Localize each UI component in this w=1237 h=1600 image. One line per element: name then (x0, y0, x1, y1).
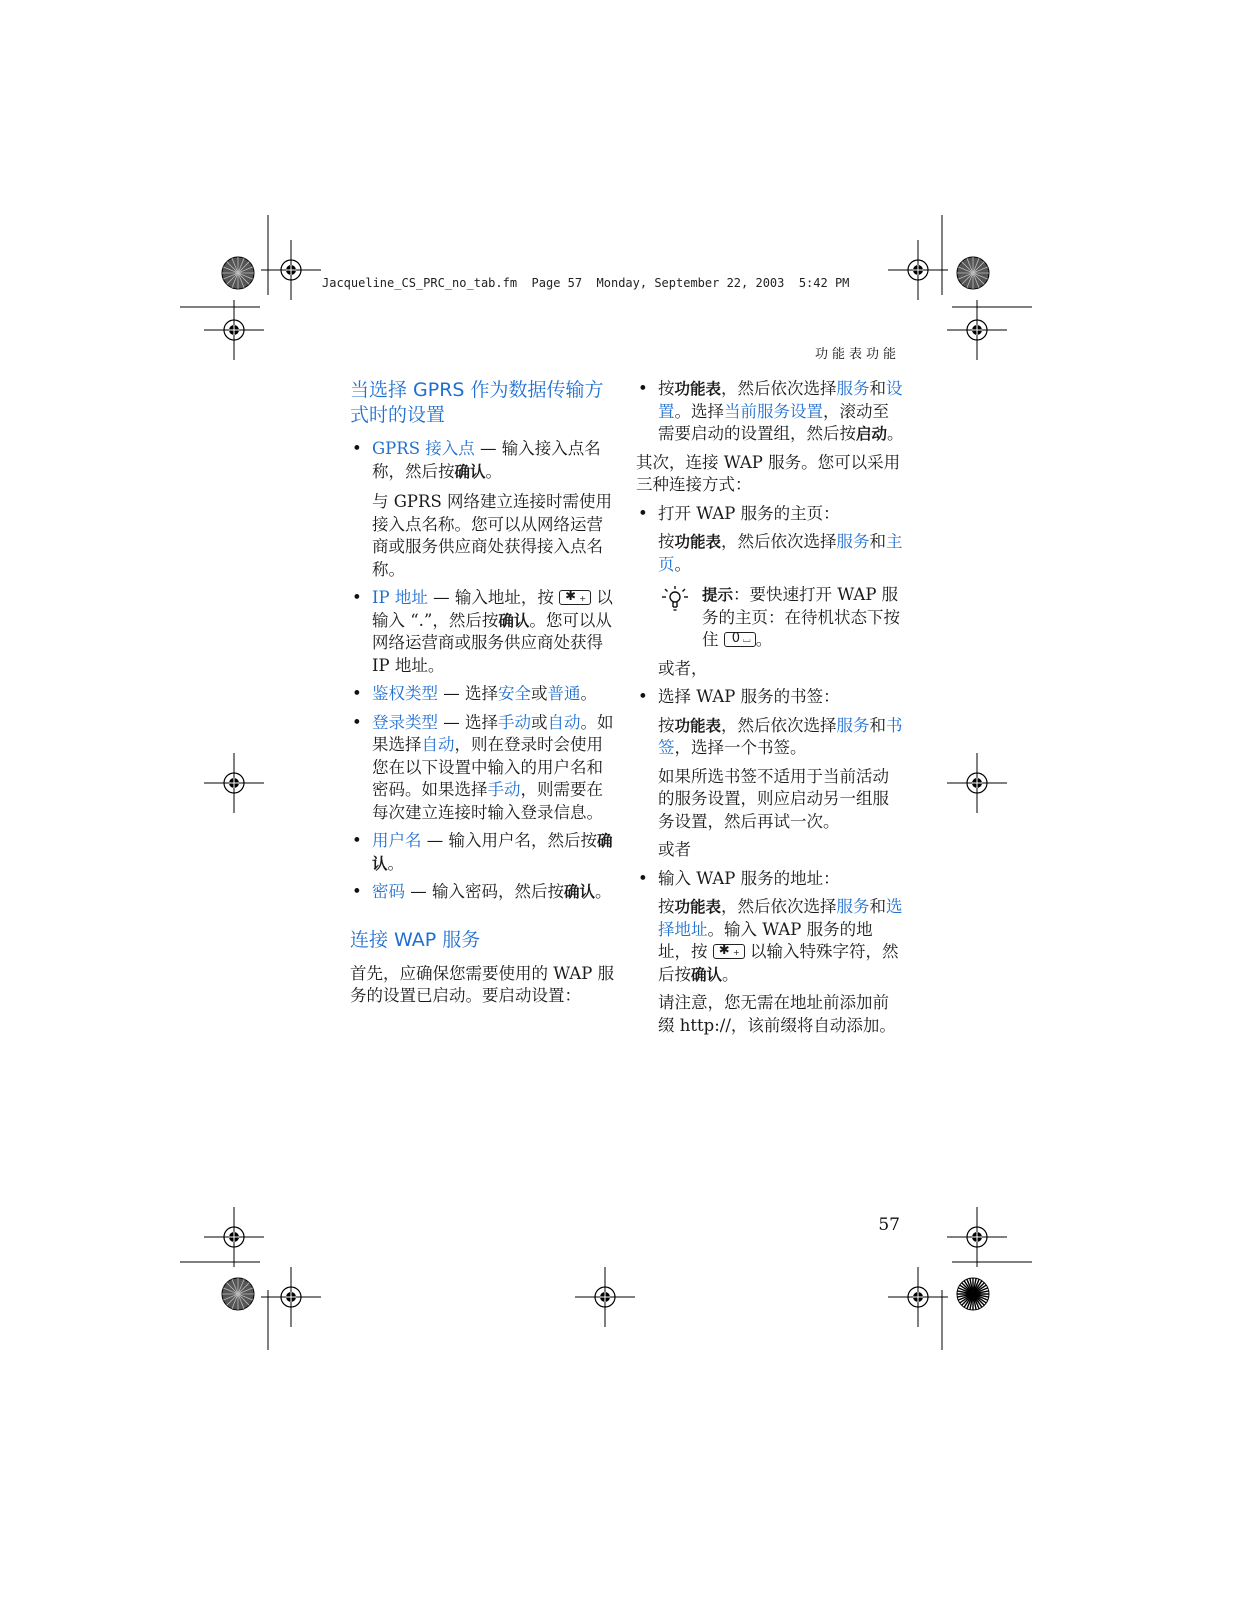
lightbulb-icon (658, 584, 692, 614)
left-column (350, 378, 615, 1014)
or-text: 或者 (658, 840, 691, 859)
list-item: • 用户名 — 输入用户名，然后按确认。 (350, 830, 615, 875)
star-key-icon: ✱ + (559, 590, 591, 605)
or-text: 或者， (658, 658, 708, 678)
list-item: • 打开 WAP 服务的主页： 按功能表，然后依次选择服务和主页。 (636, 503, 904, 577)
list-item-note: 与 GPRS 网络建立连接时需使用接入点名称。您可以从网络运营商或服务供应商处获得接入点名称。 (372, 492, 612, 579)
list-item: • IP 地址 — 输入地址，按 ✱ + 以输入 “.”，然后按确认。您可以从网络运营商或服务供应商处获得 IP 地址。 (350, 587, 615, 677)
list-item: • 鉴权类型 — 选择安全或普通。 (350, 683, 615, 706)
star-key-icon: ✱ + (713, 944, 745, 959)
print-header: Jacqueline_CS_PRC_no_tab.fm Page 57 Monday, September 22, 2003 5:42 PM (322, 276, 850, 290)
list-item: • 密码 — 输入密码，然后按确认。 (350, 881, 615, 904)
intro-paragraph: 首先，应确保您需要使用的 WAP 服务的设置已启动。要启动设置： (350, 963, 615, 1005)
page-number: 57 (878, 1215, 900, 1235)
tip-label: 提示 (702, 586, 734, 604)
tip-box: 提示：要快速打开 WAP 服务的主页：在待机状态下按住 0 ⌴ 。 (658, 584, 904, 652)
running-head: 功能表功能 (814, 347, 900, 362)
list-item: • 输入 WAP 服务的地址： 按功能表，然后依次选择服务和选择地址。输入 WAP 服务的地址，按 ✱ + 以输入特殊字符，然后按确认。 请注意，您无需在地址前添加前缀 http://，该前缀将自动添加。 (636, 868, 904, 1038)
gprs-settings-list (350, 438, 615, 904)
paragraph: 其次，连接 WAP 服务。您可以采用三种连接方式： (636, 452, 901, 494)
list-item: • 按功能表，然后依次选择服务和设置。选择当前服务设置，滚动至需要启动的设置组，然后按启动。 (636, 378, 904, 446)
right-column (636, 378, 904, 1043)
section-heading-wap: 连接 WAP 服务 (350, 928, 481, 951)
section-heading-gprs: 当选择 GPRS 作为数据传输方式时的设置 (350, 379, 604, 426)
list-item: • 登录类型 — 选择手动或自动。如果选择自动，则在登录时会使用您在以下设置中输入的用户名和密码。如果选择手动，则需要在每次建立连接时输入登录信息。 (350, 712, 615, 825)
zero-key-icon: 0 ⌴ (724, 632, 756, 647)
list-item: • GPRS 接入点 — 输入接入点名称，然后按确认。 与 GPRS 网络建立连接时需使用接入点名称。您可以从网络运营商或服务供应商处获得接入点名称。 (350, 438, 615, 581)
list-item: • 选择 WAP 服务的书签： 按功能表，然后依次选择服务和书签，选择一个书签。 如果所选书签不适用于当前活动的服务设置，则应启动另一组服务设置，然后再试一次。 或者 (636, 686, 904, 862)
